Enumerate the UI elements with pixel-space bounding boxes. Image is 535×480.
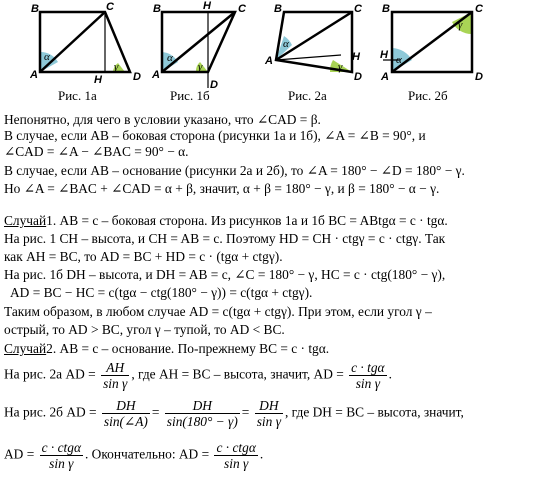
label-c: C	[106, 1, 114, 13]
label-a: A	[265, 55, 273, 67]
text-line: На рис. 1 CH – высота, и CH = AB = c. Поэтому HD = CH · ctgγ = c · ctgγ. Так	[4, 231, 446, 246]
fraction: $\frac{AH}{\text{sin γ}}$	[103, 360, 128, 391]
formula-2b	[4, 398, 464, 429]
label-gamma: γ	[338, 61, 343, 73]
fraction: c · ctgα sin γ	[216, 440, 256, 471]
text-line: AD = BC − HC = c(tgα − ctg(180° − γ)) = c(tgα + ctgγ).	[10, 285, 313, 300]
fraction: $\frac{DH}{\sin(180^\circ - \gamma)}$	[166, 398, 238, 429]
label-a: A	[381, 71, 389, 83]
formula-final	[4, 440, 263, 471]
text-line: острый, то AD > BC, угол γ – тупой, то AD < BC.	[4, 322, 285, 337]
label-alpha: α	[167, 52, 173, 64]
label-h: H	[380, 49, 388, 61]
figure-2a-drawing	[262, 0, 372, 90]
formula-text: =	[241, 404, 250, 420]
label-h: H	[203, 0, 211, 12]
diagonal-ac	[276, 12, 352, 60]
label-h: H	[352, 51, 360, 63]
label-a: A	[30, 69, 38, 81]
figure-2a	[262, 0, 372, 90]
label-alpha: α	[44, 51, 50, 63]
figure-1b	[150, 0, 260, 90]
label-gamma: γ	[198, 61, 203, 73]
case-2-label: Случай	[4, 341, 47, 356]
label-d: D	[210, 79, 218, 90]
text-line: В случае, если AB – боковая сторона (рисунки 1а и 1б), ∠A = ∠B = 90°, и	[4, 128, 426, 143]
caption-1b: Рис. 1б	[170, 88, 210, 103]
formula-2a	[4, 360, 392, 391]
label-b: B	[382, 3, 390, 15]
formula-text: , где AH = BC – высота, значит, AD =	[131, 366, 344, 382]
text-line: как AH = BC, то AD = BC + HD = c · (tgα + ctgγ).	[4, 249, 283, 264]
diagonal-ac	[40, 12, 105, 72]
case-2-line	[4, 341, 329, 357]
label-b: B	[274, 3, 282, 15]
figure-2b-drawing	[378, 0, 493, 90]
fraction: c · ctgα sin γ	[41, 440, 81, 471]
label-a: A	[152, 69, 160, 81]
formula-text: На рис. 2б AD =	[4, 404, 97, 420]
fraction: $\frac{DH}{\sin(\angle A)}$	[103, 398, 148, 429]
figure-1a-drawing	[30, 0, 150, 90]
text-line: На рис. 1б DH – высота, и DH = AB = c, ∠C = 180° − γ, HC = c · ctg(180° − γ),	[4, 267, 446, 282]
formula-text: AD =	[4, 446, 35, 462]
formula-text: . Окончательно: AD =	[84, 446, 210, 462]
caption-2a: Рис. 2а	[288, 88, 327, 103]
text-line: ∠CAD = ∠A − ∠BAC = 90° − α.	[4, 144, 189, 159]
formula-text: На рис. 2а AD =	[4, 366, 96, 382]
label-c: C	[238, 3, 246, 15]
text-line: Непонятно, для чего в условии указано, что ∠CAD = β.	[4, 112, 321, 127]
label-gamma: γ	[458, 19, 463, 31]
label-alpha: α	[283, 38, 289, 50]
case-1-label: Случай	[4, 213, 47, 228]
figure-2b	[378, 0, 493, 90]
text-line: Таким образом, в любом случае AD = c(tgα + ctgγ). При этом, если угол γ –	[4, 304, 432, 319]
label-alpha: α	[396, 54, 402, 66]
label-c: C	[354, 3, 362, 15]
formula-text: .	[388, 366, 392, 382]
caption-1a: Рис. 1а	[58, 88, 97, 103]
label-gamma: γ	[114, 61, 119, 73]
formula-text: , где DH = BC – высота, значит,	[284, 404, 464, 420]
label-d: D	[354, 71, 362, 83]
label-b: B	[31, 3, 39, 15]
caption-2b: Рис. 2б	[408, 88, 448, 103]
formula-text: .	[259, 446, 264, 462]
text-line: Но ∠A = ∠BAC + ∠CAD = α + β, значит, α + β = 180° − γ, и β = 180° − α − γ.	[4, 181, 440, 196]
text-line: 2. AB = c – основание. По-прежнему BC = c · tgα.	[46, 341, 330, 356]
figure-1b-drawing	[150, 0, 260, 90]
label-b: B	[153, 3, 161, 15]
text-line: 1. AB = c – боковая сторона. Из рисунков 1а и 1б BC = ABtgα = c · tgα.	[46, 213, 448, 228]
label-h: H	[94, 74, 102, 86]
text-line: В случае, если AB – основание (рисунки 2а и 2б), то ∠A = 180° − ∠D = 180° − γ.	[4, 163, 465, 178]
label-d: D	[133, 71, 141, 83]
label-c: C	[475, 3, 483, 15]
height-ah	[276, 55, 341, 60]
fraction: c · tgα sin γ	[351, 360, 385, 391]
fraction: $\frac{DH}{\text{sin γ}}$	[256, 398, 281, 429]
figure-1a	[30, 0, 150, 90]
label-d: D	[475, 71, 483, 83]
formula-text: =	[151, 404, 160, 420]
case-1-line	[4, 213, 448, 229]
